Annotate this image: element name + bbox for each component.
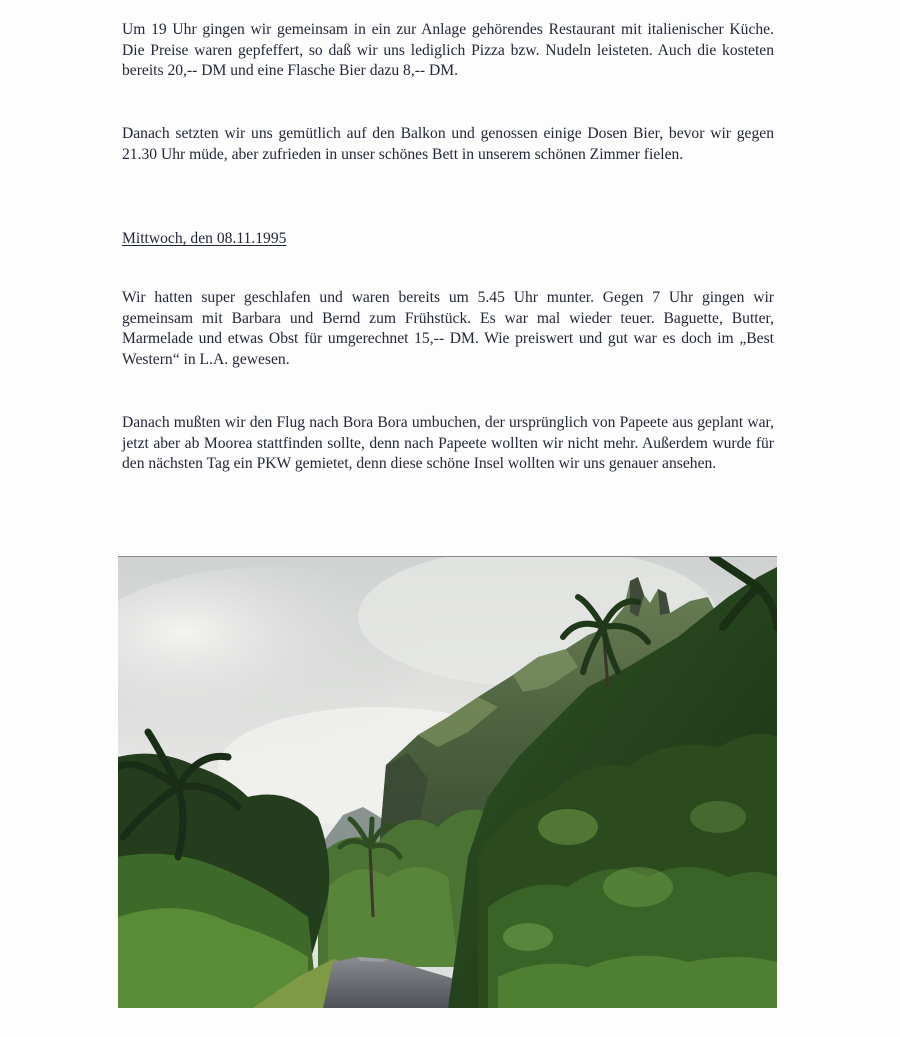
- landscape-photo: [118, 556, 777, 1008]
- paragraph-balcony: Danach setzten wir uns gemütlich auf den Balkon und genossen einige Dosen Bier, bevor wir gegen 21.30 Uhr müde, aber zufrieden in unser schönes Bett in unserem schönen Zimmer fielen.: [122, 125, 774, 163]
- paragraph-flight-rebooking: Danach mußten wir den Flug nach Bora Bora umbuchen, der ursprünglich von Papeete aus geplant war, jetzt aber ab Moorea stattfinden sollte, denn nach Papeete wollten wir nicht mehr. Außerdem wurde für den nächsten Tag ein PKW gemietet, denn diese schöne Insel wollten wir uns genauer ansehen.: [122, 414, 774, 473]
- date-heading: Mittwoch, den 08.11.1995: [122, 230, 287, 247]
- paragraph-breakfast: Wir hatten super geschlafen und waren bereits um 5.45 Uhr munter. Gegen 7 Uhr gingen wir gemeinsam mit Barbara und Bernd zum Frühstück. Es war mal wieder teuer. Baguette, Butter, Marmelade und etwas Obst für umgerechnet 15,-- DM. Wie preiswert und gut war es doch im „Best Western“ in L.A. gewesen.: [122, 289, 774, 368]
- paragraph-restaurant: Um 19 Uhr gingen wir gemeinsam in ein zur Anlage gehörendes Restaurant mit italienischer Küche. Die Preise waren gepfeffert, so daß wir uns lediglich Pizza bzw. Nudeln leisteten. Auch die kosteten bereits 20,-- DM und eine Flasche Bier dazu 8,-- DM.: [122, 21, 774, 80]
